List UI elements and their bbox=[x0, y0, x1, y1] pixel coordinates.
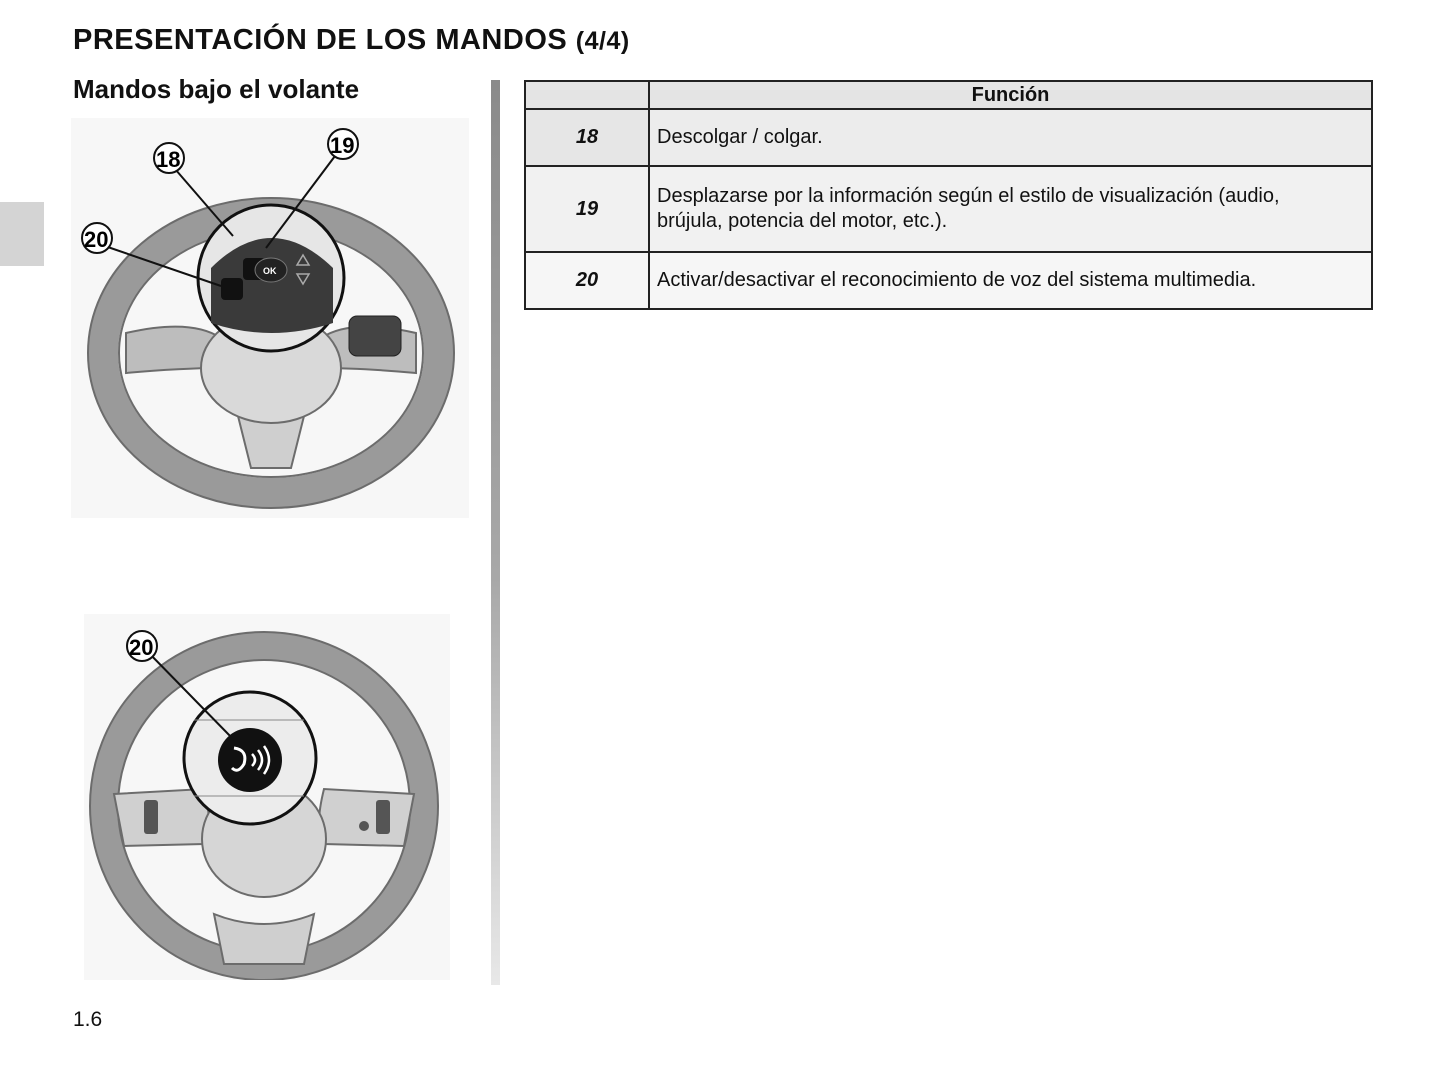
steering-wheel-illustration-bottom bbox=[84, 614, 450, 980]
chapter-side-tab bbox=[0, 202, 44, 266]
ok-button-label: OK bbox=[263, 266, 277, 276]
callout-19: 19 bbox=[330, 133, 355, 158]
table-header-row bbox=[525, 81, 1372, 109]
page-number: 1.6 bbox=[73, 1008, 103, 1031]
row-description bbox=[649, 166, 1372, 252]
callout-20: 20 bbox=[84, 227, 109, 252]
page-title bbox=[73, 24, 630, 57]
callout-20-bottom: 20 bbox=[129, 635, 154, 660]
page-title-text: PRESENTACIÓN DE LOS MANDOS bbox=[73, 24, 568, 56]
table-row bbox=[525, 166, 1372, 252]
steering-wheel-figure-top bbox=[71, 118, 469, 518]
row-number: 18 bbox=[525, 109, 649, 166]
row-number: 20 bbox=[525, 252, 649, 309]
table-row bbox=[525, 109, 1372, 166]
section-subtitle: Mandos bajo el volante bbox=[73, 74, 360, 104]
row-description-line-2: brújula, potencia del motor, etc.). bbox=[657, 210, 948, 232]
table-header-function: Función bbox=[649, 81, 1372, 109]
page-title-part: (4/4) bbox=[575, 27, 630, 55]
row-number: 19 bbox=[525, 166, 649, 252]
table-header-number bbox=[525, 81, 649, 109]
row-description: Descolgar / colgar. bbox=[649, 109, 1372, 166]
row-description-line-1: Desplazarse por la información según el estilo de visualización (audio, bbox=[657, 185, 1280, 207]
callout-18: 18 bbox=[156, 147, 181, 172]
steering-wheel-illustration-top bbox=[71, 118, 469, 518]
steering-wheel-figure-bottom bbox=[84, 614, 450, 980]
row-description: Activar/desactivar el reconocimiento de voz del sistema multimedia. bbox=[649, 252, 1372, 309]
column-divider bbox=[491, 80, 500, 985]
function-table bbox=[524, 80, 1373, 310]
table-row bbox=[525, 252, 1372, 309]
